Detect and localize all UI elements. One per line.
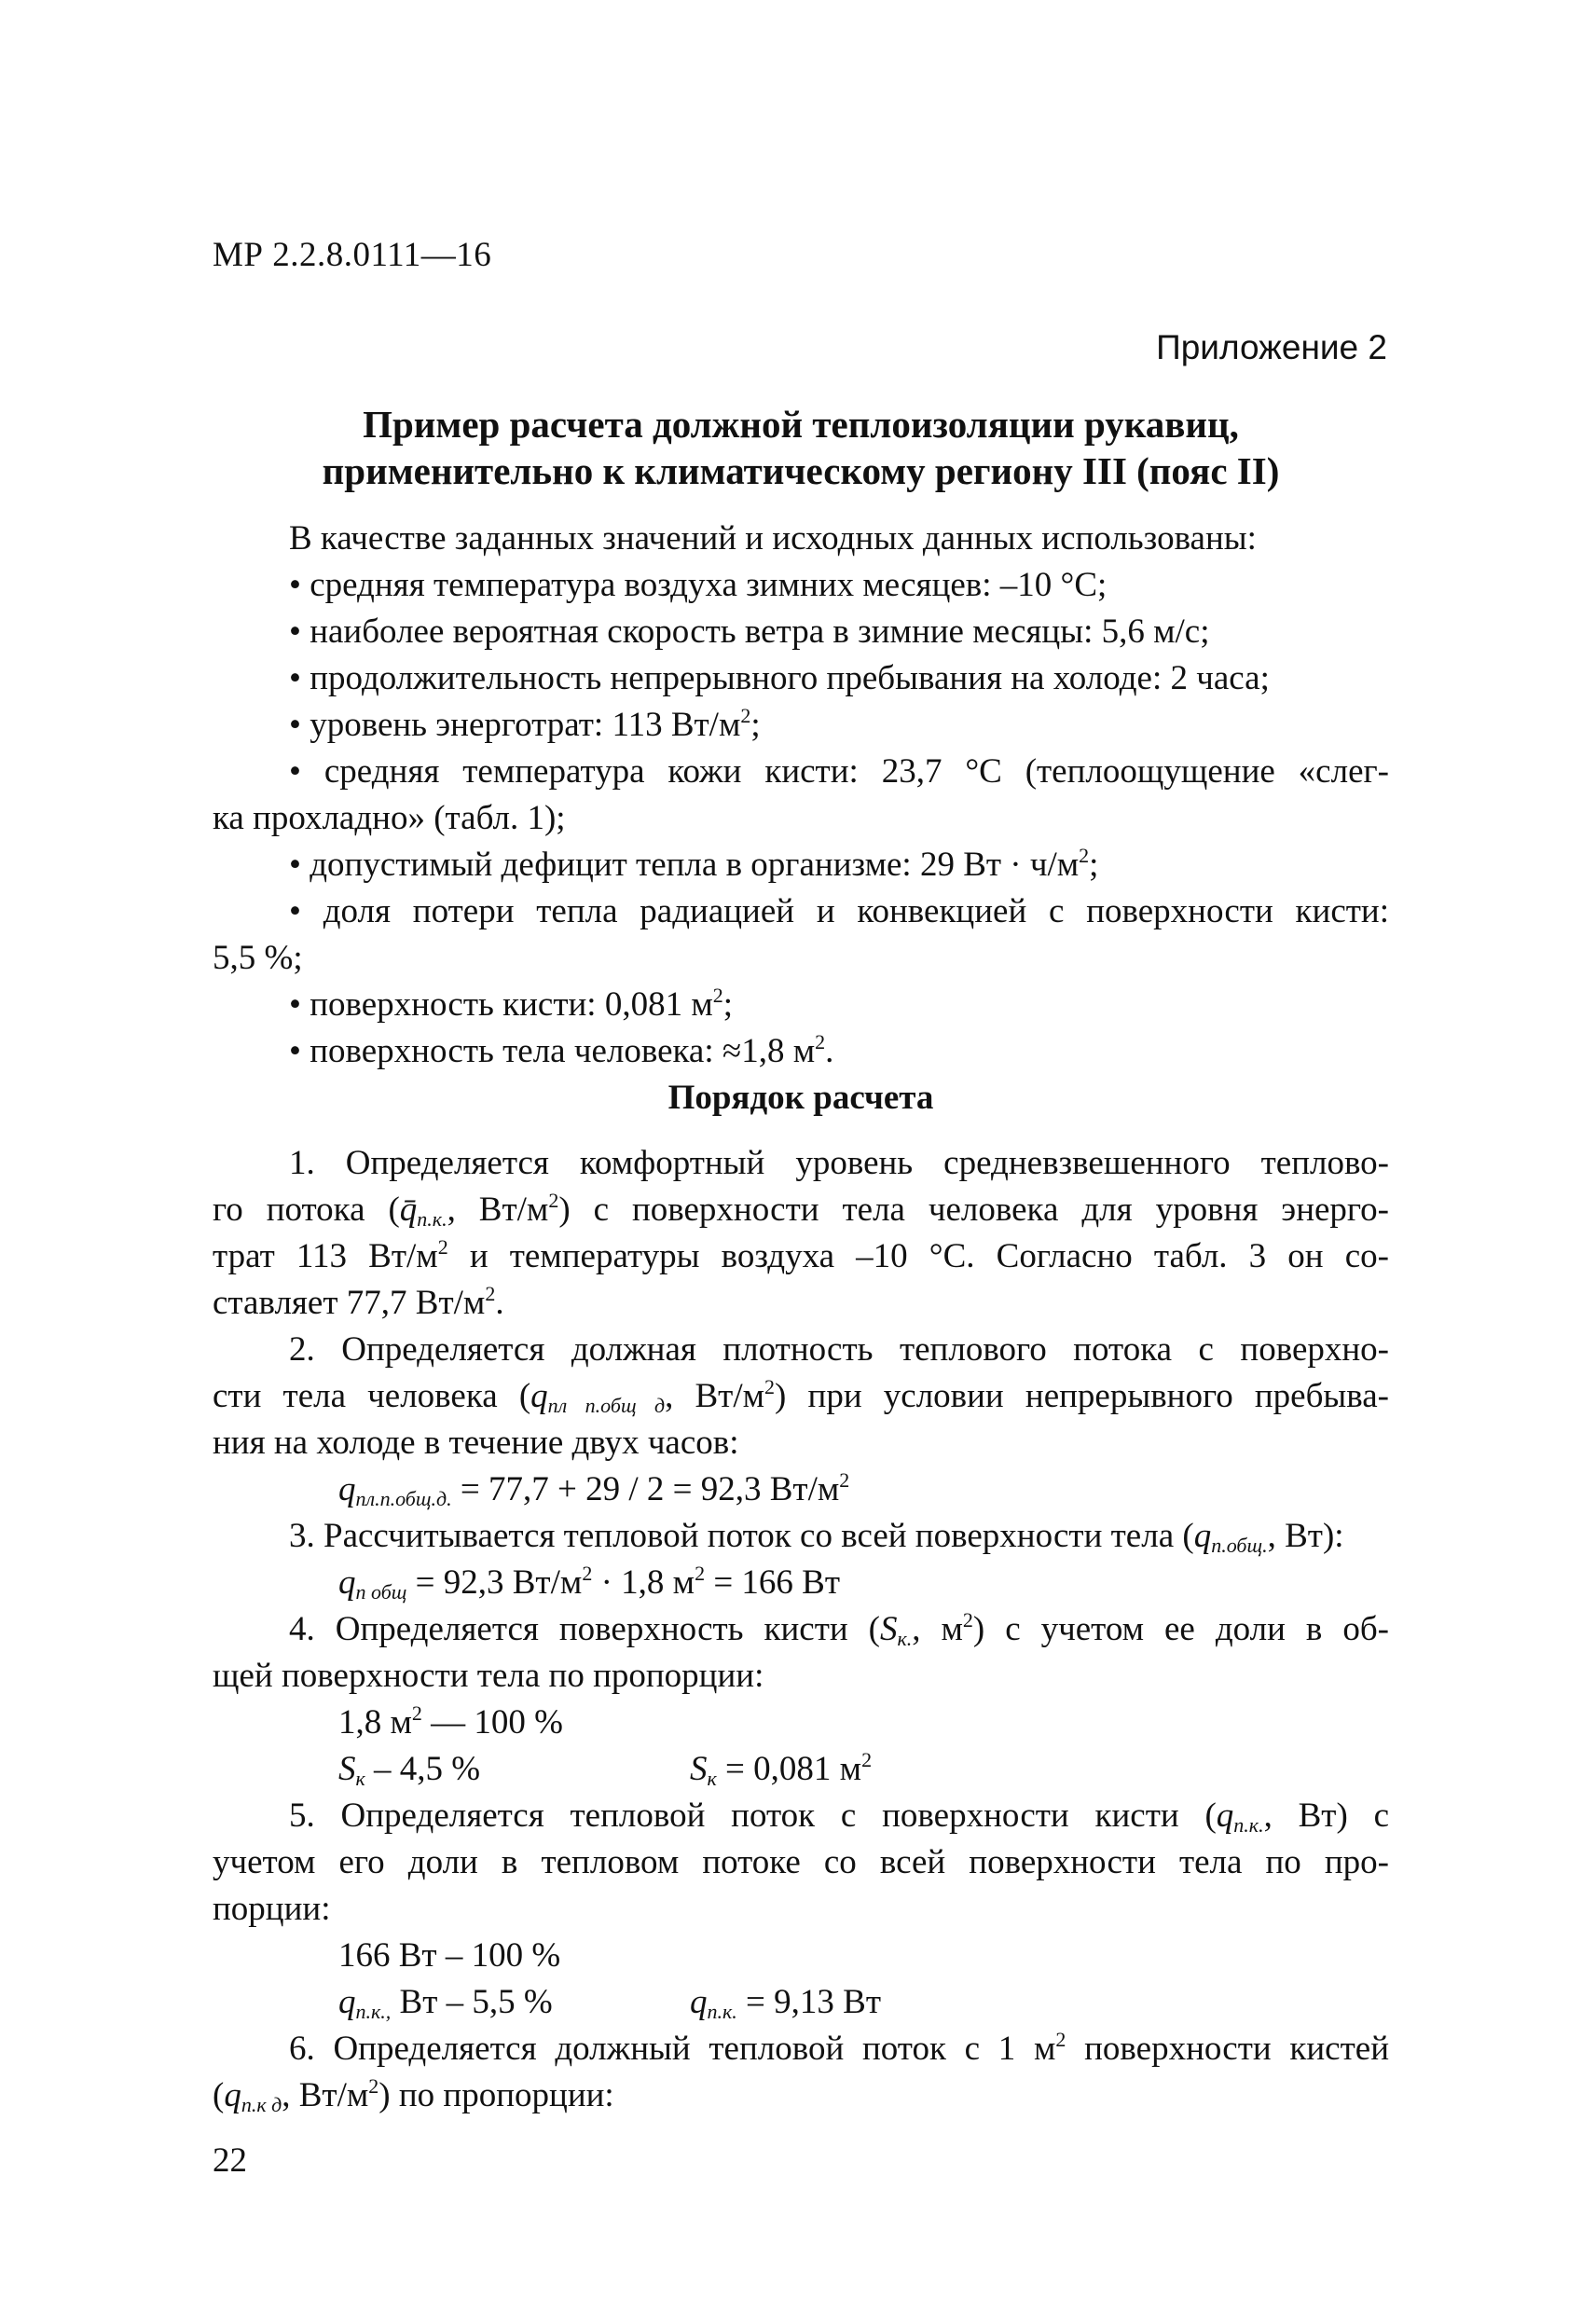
step-4-proportion-1: 1,8 $м^2$ — 100 %: [338, 1701, 563, 1742]
bullet-9: • поверхность тела человека: ≈1,8 $м^2$.: [289, 1030, 834, 1070]
bullet-7-line-1: • доля потери тепла радиацией и конвекцией с поверхности кисти:: [289, 892, 1389, 930]
bullet-1: • средняя температура воздуха зимних месяцев: –10 °С;: [289, 566, 1108, 604]
bullet-3: • продолжительность непрерывного пребывания на холоде: 2 часа;: [289, 659, 1270, 697]
step-6-line-1: 6. Определяется должный тепловой поток с 1 $м^2$ поверхности кистей: [289, 2028, 1389, 2068]
step-1-line-4: ставляет 77,7 $Вт/м^2$.: [213, 1282, 504, 1322]
step-4-line-1: 4. Определяется поверхность кисти ($S_{к.}$, $м^2$) с учетом ее доли в об-: [289, 1608, 1389, 1650]
step-5-line-3: порции:: [213, 1890, 331, 1928]
bullet-6: • допустимый дефицит тепла в организме: 29 Вт · $ч/м^2$;: [289, 844, 1099, 884]
appendix-label: Приложение 2: [1156, 328, 1387, 366]
step-5-line-2: учетом его доли в тепловом потоке со всей поверхности тела по про-: [213, 1843, 1389, 1881]
step-5-result: $q_{п.к.} = 9,13$ Вт: [690, 1983, 882, 2023]
step-5-proportion-2: $q_{п.к.,}$ Вт – 5,5 %: [338, 1983, 553, 2023]
step-1-line-3: трат 113 $Вт/м^2$ и температуры воздуха –10 °С. Согласно табл. 3 он со-: [213, 1235, 1389, 1275]
bullet-2: • наиболее вероятная скорость ветра в зимние месяцы: 5,6 м/с;: [289, 613, 1210, 651]
step-1-line-2: го потока ($q̄_{п.к.}$, $Вт/м^2$) с поверхности тела человека для уровня энерго-: [213, 1189, 1389, 1231]
title-line-1: Пример расчета должной теплоизоляции рукавиц,: [363, 403, 1239, 446]
page-number: 22: [213, 2141, 247, 2180]
section-title: Порядок расчета: [667, 1079, 934, 1117]
title-line-2: применительно к климатическому региону III (пояс II): [322, 449, 1280, 492]
step-3-line-1: 3. Рассчитывается тепловой поток со всей поверхности тела ($q_{п.общ.}$, Вт):: [289, 1517, 1344, 1557]
bullet-7-line-2: 5,5 %;: [213, 939, 303, 977]
step-3-formula: $q_{п общ} = 92,3$ $Вт/м^2 \cdot 1,8$ $м^2 = 166$ Вт: [338, 1562, 841, 1604]
step-6-line-2: ($q_{п.к д}$, $Вт/м^2$) по пропорции:: [213, 2074, 614, 2116]
bullet-5-line-2: ка прохладно» (табл. 1);: [213, 799, 566, 837]
step-5-line-1: 5. Определяется тепловой поток с поверхности кисти ($q_{п.к.}$, Вт) с: [289, 1797, 1389, 1837]
bullet-4: • уровень энерготрат: 113 $Вт/м^2$;: [289, 704, 761, 744]
step-2-line-3: ния на холоде в течение двух часов:: [213, 1424, 739, 1462]
step-2-line-1: 2. Определяется должная плотность теплового потока с поверхно-: [289, 1330, 1389, 1369]
step-1-line-1: 1. Определяется комфортный уровень средневзвешенного теплово-: [289, 1144, 1389, 1182]
document-code: МР 2.2.8.0111—16: [213, 236, 492, 274]
step-4-proportion-2: $S_к - 4,5$ %: [338, 1750, 481, 1790]
step-2-formula: $q_{пл.п.общ.д.} = 77,7 + 29 / 2 = 92,3$ $Вт/м^2$: [338, 1468, 850, 1510]
step-2-line-2: сти тела человека ($q_{пл п.общ д}$, $Вт/м^2$) при условии непрерывного пребыва-: [213, 1375, 1390, 1417]
step-5-proportion-1: 166 Вт – 100 %: [338, 1936, 561, 1975]
step-4-line-2: щей поверхности тела по пропорции:: [213, 1657, 764, 1695]
step-4-result: $S_к = 0,081$ $м^2$: [690, 1748, 873, 1790]
intro-text: В качестве заданных значений и исходных данных использованы:: [289, 519, 1257, 558]
document-body: [213, 0, 1389, 2237]
bullet-5-line-1: • средняя температура кожи кисти: 23,7 °С (теплоощущение «слег-: [289, 752, 1389, 791]
bullet-8: • поверхность кисти: 0,081 $м^2$;: [289, 984, 734, 1024]
